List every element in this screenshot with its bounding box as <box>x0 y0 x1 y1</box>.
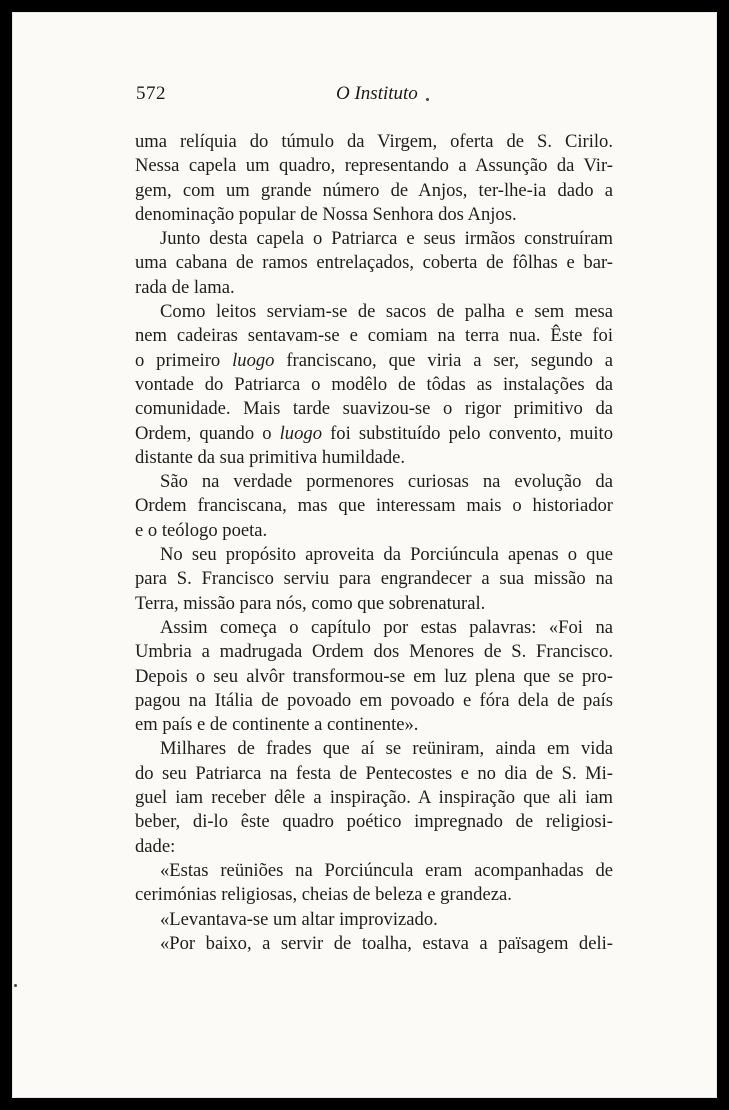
text-line: comunidade. Mais tarde suavizou-se o rigor primitivo da <box>135 398 613 420</box>
running-title: O Instituto <box>336 83 418 104</box>
text-line: «Por baixo, a servir de toalha, estava a païsagem deli- <box>160 932 613 954</box>
italic-word: luogo <box>232 349 275 371</box>
paragraph <box>135 908 613 932</box>
ink-speck <box>426 98 429 101</box>
italic-word: luogo <box>279 422 322 444</box>
page-header <box>136 83 628 111</box>
paragraph <box>135 859 613 908</box>
paragraph <box>135 227 613 300</box>
paragraph <box>135 130 613 227</box>
book-page <box>12 12 717 1098</box>
paragraph <box>135 616 613 737</box>
text-line: uma relíquia do túmulo da Virgem, oferta de S. Cirilo. <box>135 131 613 152</box>
text-line: e o teólogo poeta. <box>135 519 268 541</box>
text-line: vontade do Patriarca o modêlo de tôdas as instalações da <box>135 373 613 395</box>
text-line: em país e de continente a continente». <box>135 714 419 736</box>
text-line: rada de lama. <box>135 276 235 298</box>
text-line: Depois o seu alvôr transformou-se em luz plena que se pro- <box>135 665 613 687</box>
text-line: Assim começa o capítulo por estas palavras: «Foi na <box>160 616 613 638</box>
text-line: «Levantava-se um altar improvizado. <box>160 908 438 930</box>
text-line: Como leitos serviam-se de sacos de palha e sem mesa <box>160 301 613 323</box>
text-line: Ordem franciscana, mas que interessam mais o historiador <box>135 495 613 517</box>
text-line: Junto desta capela o Patriarca e seus irmãos construíram <box>160 228 613 250</box>
page-number: 572 <box>136 83 166 104</box>
text-line: distante da sua primitiva humildade. <box>135 446 406 468</box>
text-line: denominação popular de Nossa Senhora dos Anjos. <box>135 203 517 225</box>
text-line: pagou na Itália de povoado em povoado e fóra dela de país <box>135 689 613 711</box>
paragraph <box>135 470 613 543</box>
text-line: Terra, missão para nós, como que sobrenatural. <box>135 592 486 614</box>
paragraph <box>135 543 613 616</box>
text-line: uma cabana de ramos entrelaçados, coberta de fôlhas e bar- <box>135 252 613 274</box>
text-line: No seu propósito aproveita da Porciúncula apenas o que <box>160 544 613 566</box>
text-line: gem, com um grande número de Anjos, ter-lhe-ia dado a <box>135 179 613 201</box>
text-line: guel iam receber dêle a inspiração. A inspiração que ali iam <box>135 787 613 809</box>
text-line: dade: <box>135 835 176 857</box>
paragraph <box>135 932 613 956</box>
paragraph <box>135 737 613 858</box>
body-text <box>135 130 613 956</box>
text-line: Ordem, quando o luogo foi substituído pelo convento, muito <box>135 422 613 444</box>
text-line: Umbria a madrugada Ordem dos Menores de S. Francisco. <box>135 641 613 663</box>
text-line: do seu Patriarca na festa de Pentecostes e no dia de S. Mi- <box>135 762 613 784</box>
text-line: o primeiro luogo franciscano, que viria a ser, segundo a <box>135 349 614 371</box>
text-line: Nessa capela um quadro, representando a Assunção da Vir- <box>135 155 613 177</box>
text-line: Milhares de frades que aí se reüniram, ainda em vida <box>160 738 613 760</box>
paragraph <box>135 300 613 470</box>
text-line: beber, di-lo êste quadro poético impregnado de religiosi- <box>135 811 613 833</box>
text-line: para S. Francisco serviu para engrandecer a sua missão na <box>135 568 613 590</box>
ink-speck <box>14 984 17 987</box>
text-line: cerimónias religiosas, cheias de beleza e grandeza. <box>135 884 512 906</box>
text-line: nem cadeiras sentavam-se e comiam na terra nua. Êste foi <box>135 325 613 347</box>
text-line: São na verdade pormenores curiosas na evolução da <box>160 471 613 493</box>
text-line: «Estas reüniões na Porciúncula eram acompanhadas de <box>160 859 613 881</box>
